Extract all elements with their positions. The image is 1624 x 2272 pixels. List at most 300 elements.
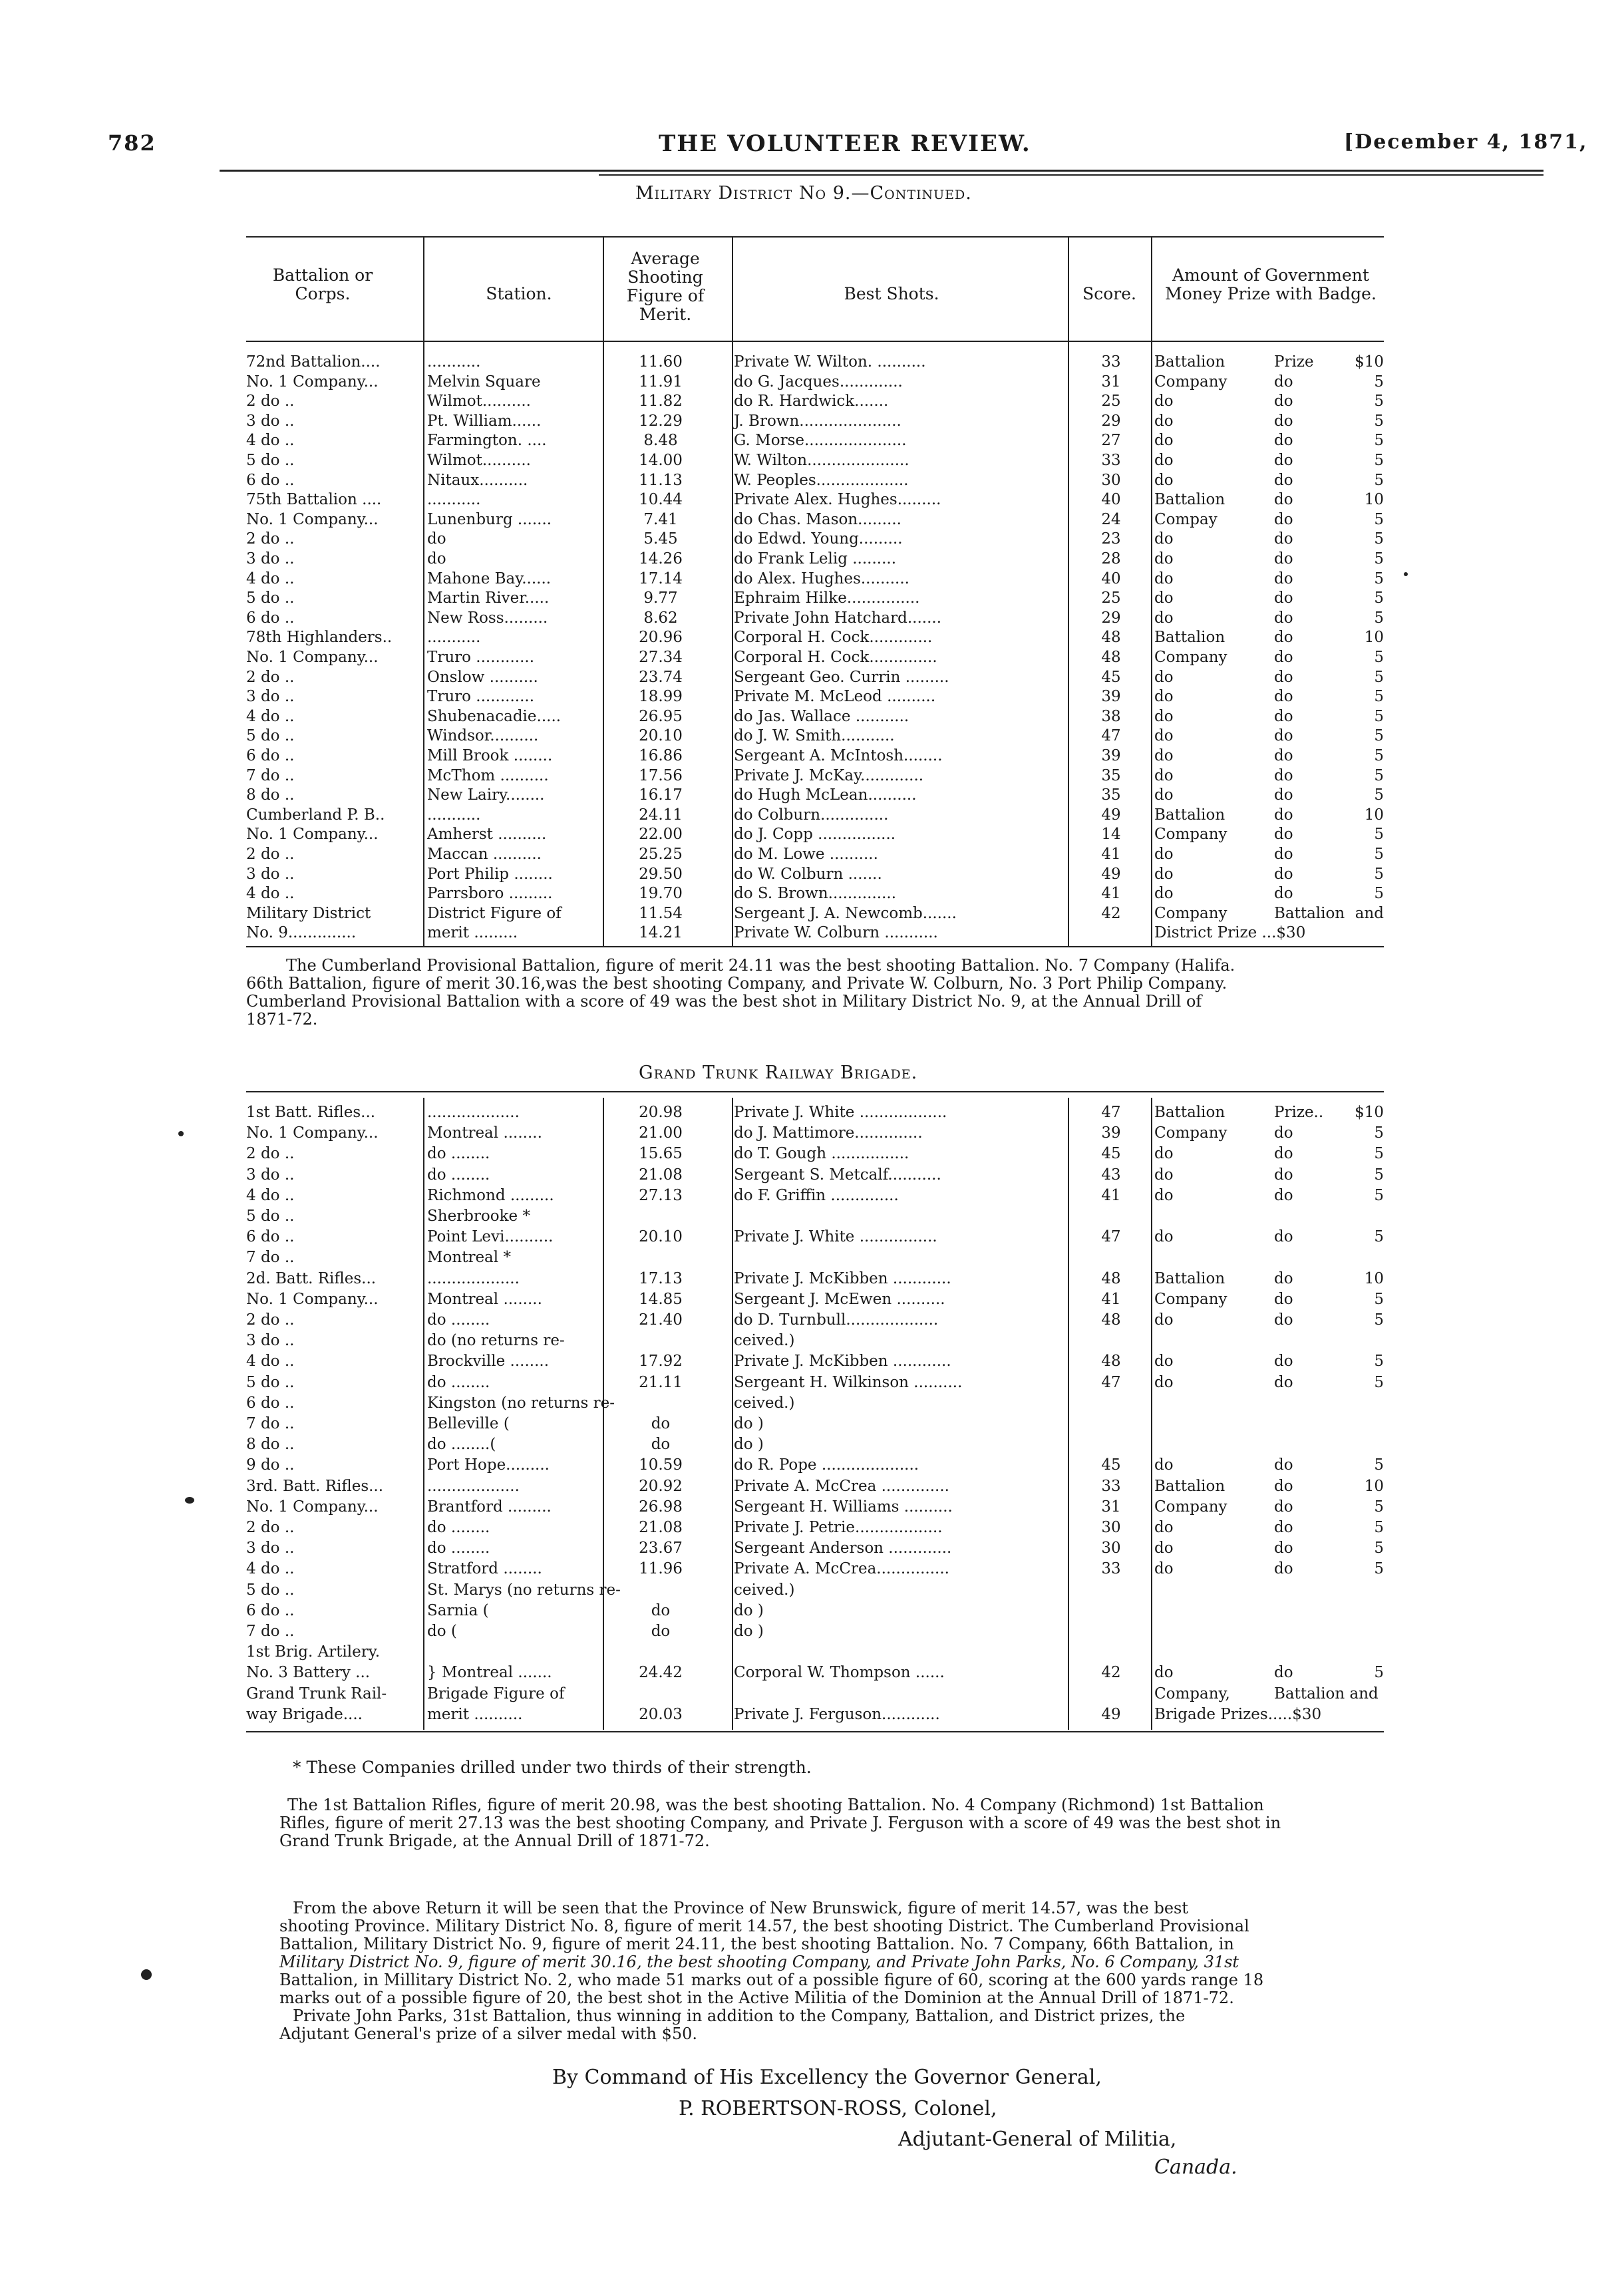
- table-row: [246, 432, 1384, 448]
- prize-type-cell: do: [1154, 747, 1174, 764]
- prize-type-cell: do: [1154, 1560, 1174, 1578]
- prize-amount-cell: 5: [1374, 786, 1384, 804]
- table-row: [246, 1188, 1384, 1204]
- table-row: [246, 590, 1384, 606]
- station-cell: McThom ..........: [427, 766, 549, 784]
- battalion-cell: 4 do ..: [246, 1186, 295, 1204]
- merit-cell: 20.92: [639, 1477, 683, 1495]
- battalion-cell: 2 do ..: [246, 668, 295, 686]
- station-cell: Mill Brook ........: [427, 747, 553, 764]
- best-shot-cell: do Frank Lelig .........: [734, 550, 897, 568]
- col-header-station: Station.: [486, 284, 552, 303]
- station-cell: do ........: [427, 1145, 490, 1163]
- score-cell: 25: [1101, 589, 1121, 607]
- table-row: [246, 1478, 1384, 1494]
- best-shot-cell: Private J. White ................: [734, 1228, 937, 1246]
- merit-cell: do: [651, 1601, 671, 1619]
- col-header-prize: Amount of Government Money Prize with Badge.: [1165, 265, 1377, 303]
- score-cell: 30: [1101, 471, 1121, 489]
- table-row: [246, 1665, 1384, 1681]
- prize-type-cell: do: [1154, 707, 1174, 725]
- score-cell: 47: [1101, 1373, 1121, 1391]
- score-cell: 31: [1101, 373, 1121, 391]
- station-cell: Melvin Square: [427, 373, 541, 391]
- best-shot-cell: Sergeant S. Metcalf...........: [734, 1166, 941, 1184]
- score-cell: 25: [1101, 393, 1121, 410]
- prize-type-cell: Battalion: [1154, 1477, 1225, 1495]
- station-cell: Point Levi..........: [427, 1228, 554, 1246]
- merit-cell: 11.13: [639, 471, 683, 489]
- prize-rank-cell: Battalion: [1274, 904, 1345, 922]
- score-cell: 41: [1101, 1290, 1121, 1308]
- prize-type-cell: do: [1154, 609, 1174, 627]
- table-row: [246, 1644, 1384, 1660]
- prize-rank-cell: do: [1274, 569, 1293, 587]
- note-line: Cumberland Provisional Battalion with a score of 49 was the best shot in Military District No. 9, at the Annual Drill of: [246, 992, 1202, 1011]
- station-cell: Brigade Figure of: [427, 1685, 565, 1703]
- merit-cell: 22.00: [639, 826, 683, 844]
- prize-rank-cell: do: [1274, 471, 1293, 489]
- station-cell: Wilmot..........: [427, 393, 531, 410]
- issue-date: [December 4, 1871,: [1344, 130, 1588, 154]
- battalion-cell: way Brigade....: [246, 1705, 363, 1723]
- table-row: [246, 452, 1384, 468]
- best-shot-cell: Sergeant A. McIntosh........: [734, 747, 943, 764]
- prize-amount-cell: 5: [1374, 550, 1384, 568]
- table-row: [246, 1582, 1384, 1598]
- table-row: [246, 1146, 1384, 1162]
- table1-bottom-rule: [246, 946, 1384, 947]
- merit-cell: 21.08: [639, 1519, 683, 1536]
- battalion-cell: 3 do ..: [246, 1540, 295, 1557]
- table-row: [246, 768, 1384, 784]
- score-cell: 45: [1101, 1456, 1121, 1474]
- best-shot-cell: ceived.): [734, 1394, 795, 1412]
- battalion-cell: 3 do ..: [246, 412, 295, 430]
- prize-rank-cell: do: [1274, 629, 1293, 647]
- battalion-cell: Military District: [246, 904, 371, 922]
- table-row: [246, 846, 1384, 862]
- merit-cell: 8.62: [643, 609, 678, 627]
- best-shot-cell: Private M. McLeod ..........: [734, 688, 936, 706]
- merit-cell: 11.54: [639, 904, 683, 922]
- score-cell: 39: [1101, 747, 1121, 764]
- station-cell: do ........: [427, 1166, 490, 1184]
- prize-rank-cell: do: [1274, 885, 1293, 903]
- score-cell: 43: [1101, 1166, 1121, 1184]
- station-cell: do (: [427, 1623, 457, 1640]
- table-row: [246, 807, 1384, 823]
- score-cell: 40: [1101, 569, 1121, 587]
- merit-cell: 20.98: [639, 1104, 683, 1121]
- signature-line-3: Adjutant-General of Militia,: [898, 2128, 1177, 2151]
- prize-amount-cell: 10: [1364, 491, 1384, 509]
- battalion-cell: 7 do ..: [246, 1623, 295, 1640]
- battalion-cell: 4 do ..: [246, 1560, 295, 1578]
- table-row: [246, 629, 1384, 645]
- merit-cell: do: [651, 1415, 671, 1432]
- battalion-cell: 4 do ..: [246, 707, 295, 725]
- signature-line-1: By Command of His Excellency the Governor General,: [552, 2066, 1102, 2089]
- prize-rank-cell: do: [1274, 846, 1293, 863]
- prize-rank-cell: do: [1274, 1373, 1293, 1391]
- prize-type-cell: do: [1154, 668, 1174, 686]
- station-cell: Sherbrooke *: [427, 1208, 530, 1225]
- score-cell: 47: [1101, 1228, 1121, 1246]
- merit-cell: 21.00: [639, 1124, 683, 1142]
- prize-type-cell: do: [1154, 766, 1174, 784]
- merit-cell: 11.91: [639, 373, 683, 391]
- best-shot-cell: Private W. Wilton. ..........: [734, 353, 926, 371]
- table2-bottom-rule: [246, 1731, 1384, 1732]
- prize-type-cell: do: [1154, 452, 1174, 469]
- battalion-cell: No. 3 Battery ...: [246, 1664, 371, 1682]
- table1-caption: Military District No 9.—Continued.: [635, 183, 972, 204]
- merit-cell: 10.59: [639, 1456, 683, 1474]
- station-cell: Wilmot..........: [427, 452, 531, 469]
- merit-cell: 21.08: [639, 1166, 683, 1184]
- merit-cell: 27.34: [639, 649, 683, 666]
- battalion-cell: 6 do ..: [246, 1601, 295, 1619]
- ink-speck: [185, 1497, 194, 1504]
- prize-rank-cell: do: [1274, 432, 1293, 450]
- score-cell: 33: [1101, 353, 1121, 371]
- prize-rank-cell: do: [1274, 1145, 1293, 1163]
- score-cell: 41: [1101, 1186, 1121, 1204]
- station-cell: do: [427, 550, 446, 568]
- battalion-cell: 8 do ..: [246, 786, 295, 804]
- score-cell: 14: [1101, 826, 1121, 844]
- prize-amount-cell: 5: [1374, 885, 1384, 903]
- best-shot-cell: do ): [734, 1601, 764, 1619]
- prize-rank-cell: do: [1274, 412, 1293, 430]
- prize-type-cell: do: [1154, 1353, 1174, 1371]
- best-shot-cell: Ephraim Hilke...............: [734, 589, 920, 607]
- merit-cell: 9.77: [643, 589, 678, 607]
- battalion-cell: Cumberland P. B..: [246, 806, 385, 824]
- merit-cell: 20.10: [639, 727, 683, 745]
- page-number: 782: [108, 130, 156, 156]
- score-cell: 45: [1101, 1145, 1121, 1163]
- prize-amount-cell: $10: [1355, 1104, 1384, 1121]
- battalion-cell: No. 1 Company...: [246, 826, 379, 844]
- merit-cell: 20.03: [639, 1705, 683, 1723]
- prize-amount-cell: 5: [1374, 412, 1384, 430]
- battalion-cell: No. 1 Company...: [246, 649, 379, 666]
- prize-amount-cell: and: [1355, 904, 1384, 922]
- station-cell: merit .........: [427, 924, 518, 942]
- station-cell: Parrsboro .........: [427, 885, 553, 903]
- table-row: [246, 905, 1384, 921]
- score-cell: 24: [1101, 510, 1121, 528]
- battalion-cell: 1st Brig. Artilery.: [246, 1643, 381, 1661]
- table2-note: [279, 1796, 1417, 1850]
- best-shot-cell: do T. Gough ................: [734, 1145, 909, 1163]
- score-cell: 48: [1101, 649, 1121, 666]
- prize-amount-cell: 10: [1364, 629, 1384, 647]
- battalion-cell: 4 do ..: [246, 1353, 295, 1371]
- table-row: [246, 551, 1384, 567]
- prize-rank-cell: do: [1274, 1664, 1293, 1682]
- table1-note: [246, 957, 1390, 1029]
- best-shot-cell: Sergeant H. Williams ..........: [734, 1498, 953, 1516]
- station-cell: merit ..........: [427, 1705, 523, 1723]
- prize-amount-cell: 10: [1364, 806, 1384, 824]
- table-row: [246, 1540, 1384, 1556]
- best-shot-cell: Sergeant Anderson .............: [734, 1540, 952, 1557]
- prize-rank-cell: do: [1274, 766, 1293, 784]
- prize-amount-cell: 5: [1374, 1145, 1384, 1163]
- prize-amount-cell: 5: [1374, 826, 1384, 844]
- table-row: [246, 709, 1384, 725]
- prize-type-cell: do: [1154, 1373, 1174, 1391]
- station-cell: Kingston (no returns re-: [427, 1394, 615, 1412]
- station-cell: Martin River.....: [427, 589, 550, 607]
- prize-type-cell: Company: [1154, 1290, 1227, 1308]
- best-shot-cell: Private Alex. Hughes.........: [734, 491, 941, 509]
- table-row: [246, 1249, 1384, 1265]
- prize-amount-cell: 5: [1374, 1124, 1384, 1142]
- prize-amount-cell: 5: [1374, 1311, 1384, 1329]
- station-cell: do ........(: [427, 1436, 496, 1454]
- table-row: [246, 748, 1384, 764]
- battalion-cell: 2 do ..: [246, 846, 295, 863]
- prize-rank-cell: do: [1274, 1290, 1293, 1308]
- best-shot-cell: Sergeant J. McEwen ..........: [734, 1290, 945, 1308]
- merit-cell: 17.56: [639, 766, 683, 784]
- score-cell: 42: [1101, 904, 1121, 922]
- station-cell: Shubenacadie.....: [427, 707, 562, 725]
- battalion-cell: 6 do ..: [246, 747, 295, 764]
- prize-type-cell: Company: [1154, 649, 1227, 666]
- best-shot-cell: Private J. Petrie..................: [734, 1519, 943, 1536]
- station-cell: do ........: [427, 1540, 490, 1557]
- prize-amount-cell: 10: [1364, 1269, 1384, 1287]
- table-row: [246, 1603, 1384, 1619]
- battalion-cell: 6 do ..: [246, 609, 295, 627]
- best-shot-cell: do M. Lowe ..........: [734, 846, 878, 863]
- prize-amount-cell: 5: [1374, 668, 1384, 686]
- score-cell: 29: [1101, 609, 1121, 627]
- prize-type-cell: do: [1154, 530, 1174, 548]
- battalion-cell: 4 do ..: [246, 885, 295, 903]
- score-cell: 33: [1101, 1477, 1121, 1495]
- battalion-cell: 7 do ..: [246, 1415, 295, 1432]
- station-cell: ...................: [427, 1477, 520, 1495]
- signature-line-2: P. ROBERTSON-ROSS, Colonel,: [679, 2097, 997, 2120]
- station-cell: Brantford .........: [427, 1498, 552, 1516]
- best-shot-cell: G. Morse.....................: [734, 432, 907, 450]
- best-shot-cell: W. Peoples...................: [734, 471, 909, 489]
- merit-cell: 20.10: [639, 1228, 683, 1246]
- prize-rank-cell: do: [1274, 1498, 1293, 1516]
- score-cell: 28: [1101, 550, 1121, 568]
- prize-rank-cell: do: [1274, 747, 1293, 764]
- summary-line: Battalion, in Millitary District No. 2, who made 51 marks out of a possible figure of 60, scoring at the 600 yards range 18: [279, 1971, 1264, 1989]
- prize-type-cell: do: [1154, 1228, 1174, 1246]
- table-row: [246, 1520, 1384, 1536]
- station-cell: Brockville ........: [427, 1353, 550, 1371]
- prize-amount-cell: 5: [1374, 373, 1384, 391]
- merit-cell: 16.86: [639, 747, 683, 764]
- merit-cell: 24.11: [639, 806, 683, 824]
- score-cell: 39: [1101, 688, 1121, 706]
- prize-amount-cell: 5: [1374, 393, 1384, 410]
- note-line: Rifles, figure of merit 27.13 was the best shooting Company, and Private J. Ferguson with a score of 49 was the best shot in: [279, 1814, 1281, 1832]
- prize-type-cell: do: [1154, 865, 1174, 883]
- station-cell: Richmond .........: [427, 1186, 554, 1204]
- prize-type-cell: do: [1154, 432, 1174, 450]
- best-shot-cell: Sergeant H. Wilkinson ..........: [734, 1373, 963, 1391]
- best-shot-cell: do Jas. Wallace ...........: [734, 707, 909, 725]
- table-row: [246, 492, 1384, 508]
- battalion-cell: 2 do ..: [246, 1311, 295, 1329]
- prize-rank-cell: do: [1274, 1228, 1293, 1246]
- battalion-cell: 3 do ..: [246, 865, 295, 883]
- battalion-cell: 4 do ..: [246, 432, 295, 450]
- station-cell: Truro ............: [427, 649, 535, 666]
- best-shot-cell: Private J. McKay.............: [734, 766, 924, 784]
- score-cell: 23: [1101, 530, 1121, 548]
- merit-cell: 14.26: [639, 550, 683, 568]
- battalion-cell: 9 do ..: [246, 1456, 295, 1474]
- battalion-cell: 3 do ..: [246, 550, 295, 568]
- battalion-cell: 5 do ..: [246, 589, 295, 607]
- table-row: [246, 1291, 1384, 1307]
- prize-rank-cell: do: [1274, 510, 1293, 528]
- score-cell: 49: [1101, 1705, 1121, 1723]
- station-cell: St. Marys (no returns re-: [427, 1581, 621, 1599]
- battalion-cell: 2 do ..: [246, 530, 295, 548]
- col-header-figure-of-merit: Average Shooting Figure of Merit.: [626, 249, 705, 324]
- prize-type-cell: Company: [1154, 373, 1227, 391]
- prize-rank-cell: do: [1274, 649, 1293, 666]
- battalion-cell: 7 do ..: [246, 1249, 295, 1267]
- station-cell: ...................: [427, 1269, 520, 1287]
- score-cell: 48: [1101, 629, 1121, 647]
- prize-type-cell: do: [1154, 550, 1174, 568]
- merit-cell: 17.13: [639, 1269, 683, 1287]
- prize-type-cell: do: [1154, 1664, 1174, 1682]
- score-cell: 35: [1101, 766, 1121, 784]
- best-shot-cell: ceived.): [734, 1332, 795, 1350]
- score-cell: 35: [1101, 786, 1121, 804]
- prize-rank-cell: do: [1274, 550, 1293, 568]
- battalion-cell: Grand Trunk Rail-: [246, 1685, 387, 1703]
- best-shot-cell: do F. Griffin ..............: [734, 1186, 899, 1204]
- prize-amount-cell: 5: [1374, 432, 1384, 450]
- prize-amount-cell: 5: [1374, 569, 1384, 587]
- header-rule: [220, 170, 1543, 172]
- best-shot-cell: do Chas. Mason.........: [734, 510, 901, 528]
- prize-rank-cell: do: [1274, 1186, 1293, 1204]
- table-row: [246, 610, 1384, 626]
- score-cell: 48: [1101, 1269, 1121, 1287]
- note-line: Grand Trunk Brigade, at the Annual Drill of 1871-72.: [279, 1832, 710, 1850]
- prize-amount-cell: $10: [1355, 353, 1384, 371]
- best-shot-cell: do J. Mattimore..............: [734, 1124, 923, 1142]
- best-shot-cell: J. Brown.....................: [734, 412, 901, 430]
- battalion-cell: 6 do ..: [246, 1228, 295, 1246]
- prize-rank-cell: do: [1274, 1311, 1293, 1329]
- score-cell: 48: [1101, 1353, 1121, 1371]
- merit-cell: do: [651, 1623, 671, 1640]
- merit-cell: 19.70: [639, 885, 683, 903]
- merit-cell: 10.44: [639, 491, 683, 509]
- battalion-cell: 2 do ..: [246, 393, 295, 410]
- prize-rank-cell: do: [1274, 373, 1293, 391]
- prize-type-cell: do: [1154, 1540, 1174, 1557]
- best-shot-cell: do G. Jacques.............: [734, 373, 903, 391]
- table-row: [246, 1499, 1384, 1515]
- merit-cell: 16.17: [639, 786, 683, 804]
- score-cell: 41: [1101, 846, 1121, 863]
- prize-type-cell: Company: [1154, 1498, 1227, 1516]
- battalion-cell: 8 do ..: [246, 1436, 295, 1454]
- table-row: [246, 1375, 1384, 1390]
- prize-type-cell: Battalion: [1154, 1104, 1225, 1121]
- note-line: The 1st Battalion Rifles, figure of merit 20.98, was the best shooting Battalion. No. 4 Company (Richmond) 1st Battalion: [287, 1796, 1264, 1814]
- summary-paragraph: [279, 1899, 1417, 2043]
- prize-rank-cell: do: [1274, 1519, 1293, 1536]
- prize-rank-cell: do: [1274, 1477, 1293, 1495]
- prize-amount-cell: 5: [1374, 1290, 1384, 1308]
- station-cell: New Ross.........: [427, 609, 548, 627]
- station-cell: } Montreal .......: [427, 1664, 552, 1682]
- score-cell: 29: [1101, 412, 1121, 430]
- ink-speck: [1404, 572, 1408, 576]
- battalion-cell: 5 do ..: [246, 727, 295, 745]
- best-shot-cell: Sergeant Geo. Currin .........: [734, 668, 949, 686]
- station-cell: do ........: [427, 1519, 490, 1536]
- station-cell: Sarnia (: [427, 1601, 489, 1619]
- prize-rank-cell: do: [1274, 707, 1293, 725]
- score-cell: 48: [1101, 1311, 1121, 1329]
- best-shot-cell: Private J. McKibben ............: [734, 1269, 951, 1287]
- battalion-cell: 5 do ..: [246, 1208, 295, 1225]
- table-row: [246, 1333, 1384, 1349]
- merit-cell: 25.25: [639, 846, 683, 863]
- station-cell: ...........: [427, 629, 481, 647]
- merit-cell: 11.82: [639, 393, 683, 410]
- battalion-cell: 3 do ..: [246, 1166, 295, 1184]
- station-cell: do ........: [427, 1311, 490, 1329]
- prize-type-cell: Company: [1154, 826, 1227, 844]
- battalion-cell: No. 1 Company...: [246, 373, 379, 391]
- table-row: [246, 925, 1384, 941]
- merit-cell: 26.95: [639, 707, 683, 725]
- table-row: [246, 1395, 1384, 1411]
- score-cell: 40: [1101, 491, 1121, 509]
- best-shot-cell: ceived.): [734, 1581, 795, 1599]
- station-cell: Windsor..........: [427, 727, 539, 745]
- prize-type-cell: Compay: [1154, 510, 1218, 528]
- table-row: [246, 1706, 1384, 1722]
- table-row: [246, 1457, 1384, 1473]
- station-cell: Stratford ........: [427, 1560, 542, 1578]
- best-shot-cell: Corporal W. Thompson ......: [734, 1664, 945, 1682]
- station-cell: do ........: [427, 1373, 490, 1391]
- best-shot-cell: do R. Pope ....................: [734, 1456, 919, 1474]
- ink-speck: [178, 1131, 184, 1136]
- summary-line: shooting Province. Military District No. 8, figure of merit 14.57, the best shooting District. The Cumberland Provisional: [279, 1917, 1249, 1935]
- table-row: [246, 1623, 1384, 1639]
- prize-rank-cell: do: [1274, 1353, 1293, 1371]
- score-cell: 31: [1101, 1498, 1121, 1516]
- journal-title: THE VOLUNTEER REVIEW.: [659, 130, 1031, 157]
- prize-type-cell: do: [1154, 1456, 1174, 1474]
- col-header-battalion: Battalion or Corps.: [272, 265, 373, 303]
